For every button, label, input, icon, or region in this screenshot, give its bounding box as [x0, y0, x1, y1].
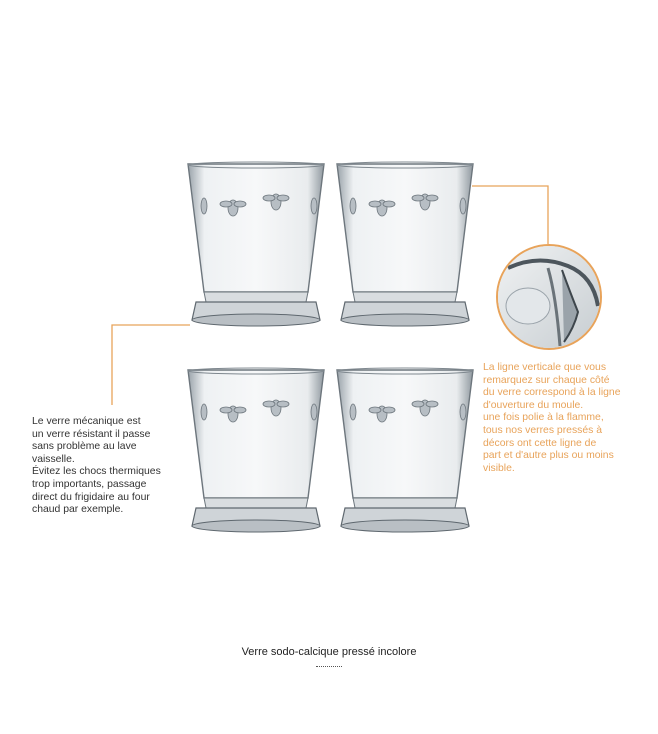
left-callout-line-8: chaud par exemple. — [32, 504, 124, 516]
right-callout-line — [472, 186, 548, 244]
left-callout-line-3: sans problème au lave — [32, 441, 137, 453]
right-callout-line-5: une fois polie à la flamme, — [483, 412, 604, 424]
right-callout-line-3: du verre correspond à la ligne — [483, 387, 621, 399]
glass-top-right — [335, 160, 475, 332]
left-callout-line-4: vaisselle. — [32, 453, 75, 465]
left-callout-line — [112, 325, 190, 405]
mould-line-detail-image — [496, 244, 602, 350]
right-callout-line-4: d'ouverture du moule. — [483, 399, 584, 411]
glass-bottom-left — [186, 366, 326, 538]
right-callout-line-6: tous nos verres pressés à — [483, 424, 602, 436]
left-callout-line-7: direct du frigidaire au four — [32, 491, 150, 503]
right-callout-line-1: La ligne verticale que vous — [483, 362, 607, 373]
right-callout-line-9: visible. — [483, 462, 515, 474]
left-callout-line-1: Le verre mécanique est — [32, 416, 141, 427]
right-callout-text — [483, 362, 643, 475]
caption-divider — [316, 666, 342, 667]
left-callout-line-2: un verre résistant il passe — [32, 428, 151, 440]
glass-bottom-right — [335, 366, 475, 538]
right-callout-line-8: part et d'autre plus ou moins — [483, 450, 614, 462]
glass-top-left — [186, 160, 326, 332]
product-caption: Verre sodo-calcique pressé incolore — [241, 646, 417, 658]
left-callout-line-6: trop importants, passage — [32, 478, 147, 490]
right-callout-line-2: remarquez sur chaque côté — [483, 374, 610, 386]
left-callout-line-5: Évitez les chocs thermiques — [32, 466, 161, 478]
left-callout-text — [32, 416, 172, 517]
right-callout-line-7: décors ont cette ligne de — [483, 437, 597, 449]
